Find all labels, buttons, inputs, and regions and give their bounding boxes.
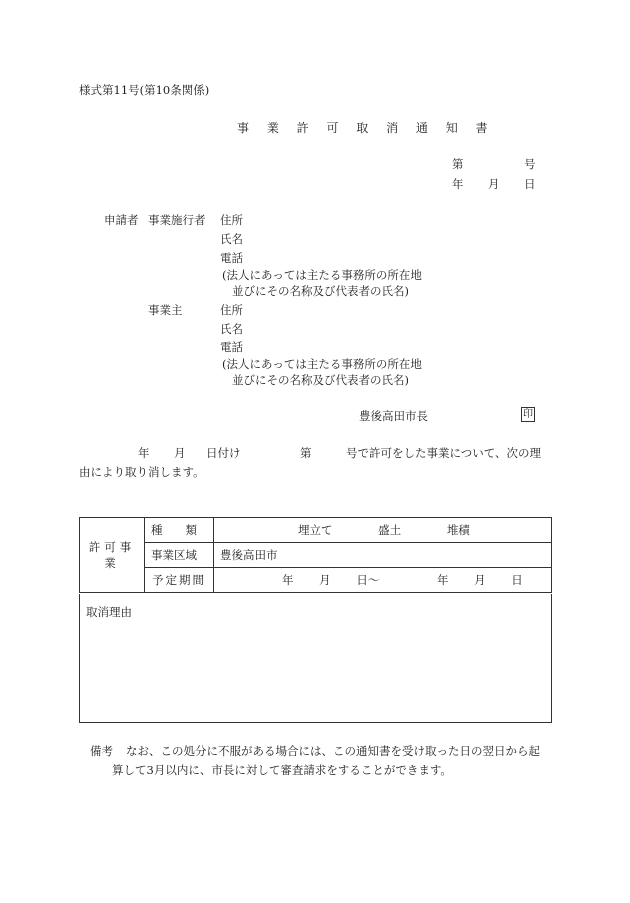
contractor-phone-label: 電話 xyxy=(220,251,243,265)
owner-note-2: 並びにその名称及び代表者の氏名) xyxy=(232,373,409,387)
table-row xyxy=(80,543,552,568)
cancellation-reason-box xyxy=(79,594,552,723)
permit-business-label: 許可事業 xyxy=(80,518,145,593)
table-row xyxy=(80,568,552,593)
table-row xyxy=(80,518,552,543)
owner-phone-label: 電話 xyxy=(220,340,243,354)
applicant-label: 申請者 xyxy=(104,213,139,227)
contractor-label: 事業施行者 xyxy=(148,213,206,227)
permit-table xyxy=(79,517,552,593)
body-number-prefix: 第 xyxy=(300,446,312,460)
period-end-year: 年 xyxy=(436,573,449,587)
period-label: 予定期間 xyxy=(145,568,214,593)
contractor-note-2: 並びにその名称及び代表者の氏名) xyxy=(232,284,409,298)
body-dated: 日付け xyxy=(206,446,241,460)
body-text-rest: 号で許可をした事業について、次の理 xyxy=(346,446,542,460)
contractor-note-1: (法人にあっては主たる事務所の所在地 xyxy=(222,268,422,282)
remarks-line-2: 算して3月以内に、市長に対して審査請求をすることができます。 xyxy=(112,763,452,777)
seal-mark: 印 xyxy=(523,409,533,420)
number-prefix: 第 xyxy=(452,157,464,171)
type-values xyxy=(214,518,552,543)
type-embankment: 盛土 xyxy=(378,523,402,537)
area-value: 豊後高田市 xyxy=(214,543,552,568)
cancellation-reason-label: 取消理由 xyxy=(86,605,132,619)
owner-address-label: 住所 xyxy=(220,303,243,317)
period-end-day: 日 xyxy=(511,573,523,587)
number-suffix: 号 xyxy=(524,157,536,171)
remarks-label: 備考 xyxy=(90,744,113,758)
body-month: 月 xyxy=(174,446,186,460)
body-year: 年 xyxy=(138,446,150,460)
period-start-year: 年 xyxy=(282,573,294,587)
body-text-line2: 由により取り消します。 xyxy=(79,465,205,479)
area-label: 事業区域 xyxy=(145,543,214,568)
type-deposit: 堆積 xyxy=(446,523,470,537)
period-values xyxy=(214,568,552,593)
period-end-month: 月 xyxy=(474,573,486,587)
date-year: 年 xyxy=(452,177,464,191)
date-day: 日 xyxy=(524,177,536,191)
contractor-address-label: 住所 xyxy=(220,213,243,227)
type-label: 種 類 xyxy=(145,518,214,543)
remarks-line-1: なお、この処分に不服がある場合には、この通知書を受け取った日の翌日から起 xyxy=(126,744,540,758)
form-number: 様式第11号(第10条関係) xyxy=(79,83,210,97)
document-title: 事 業 許 可 取 消 通 知 書 xyxy=(237,121,495,135)
period-start-month: 月 xyxy=(319,573,331,587)
contractor-name-label: 氏名 xyxy=(220,232,243,246)
owner-note-1: (法人にあっては主たる事務所の所在地 xyxy=(222,357,422,371)
owner-name-label: 氏名 xyxy=(220,322,243,336)
period-start-day: 日～ xyxy=(356,573,380,587)
type-landfill: 埋立て xyxy=(298,523,333,537)
date-month: 月 xyxy=(488,177,500,191)
owner-label: 事業主 xyxy=(148,303,183,317)
mayor-title: 豊後高田市長 xyxy=(359,409,428,423)
